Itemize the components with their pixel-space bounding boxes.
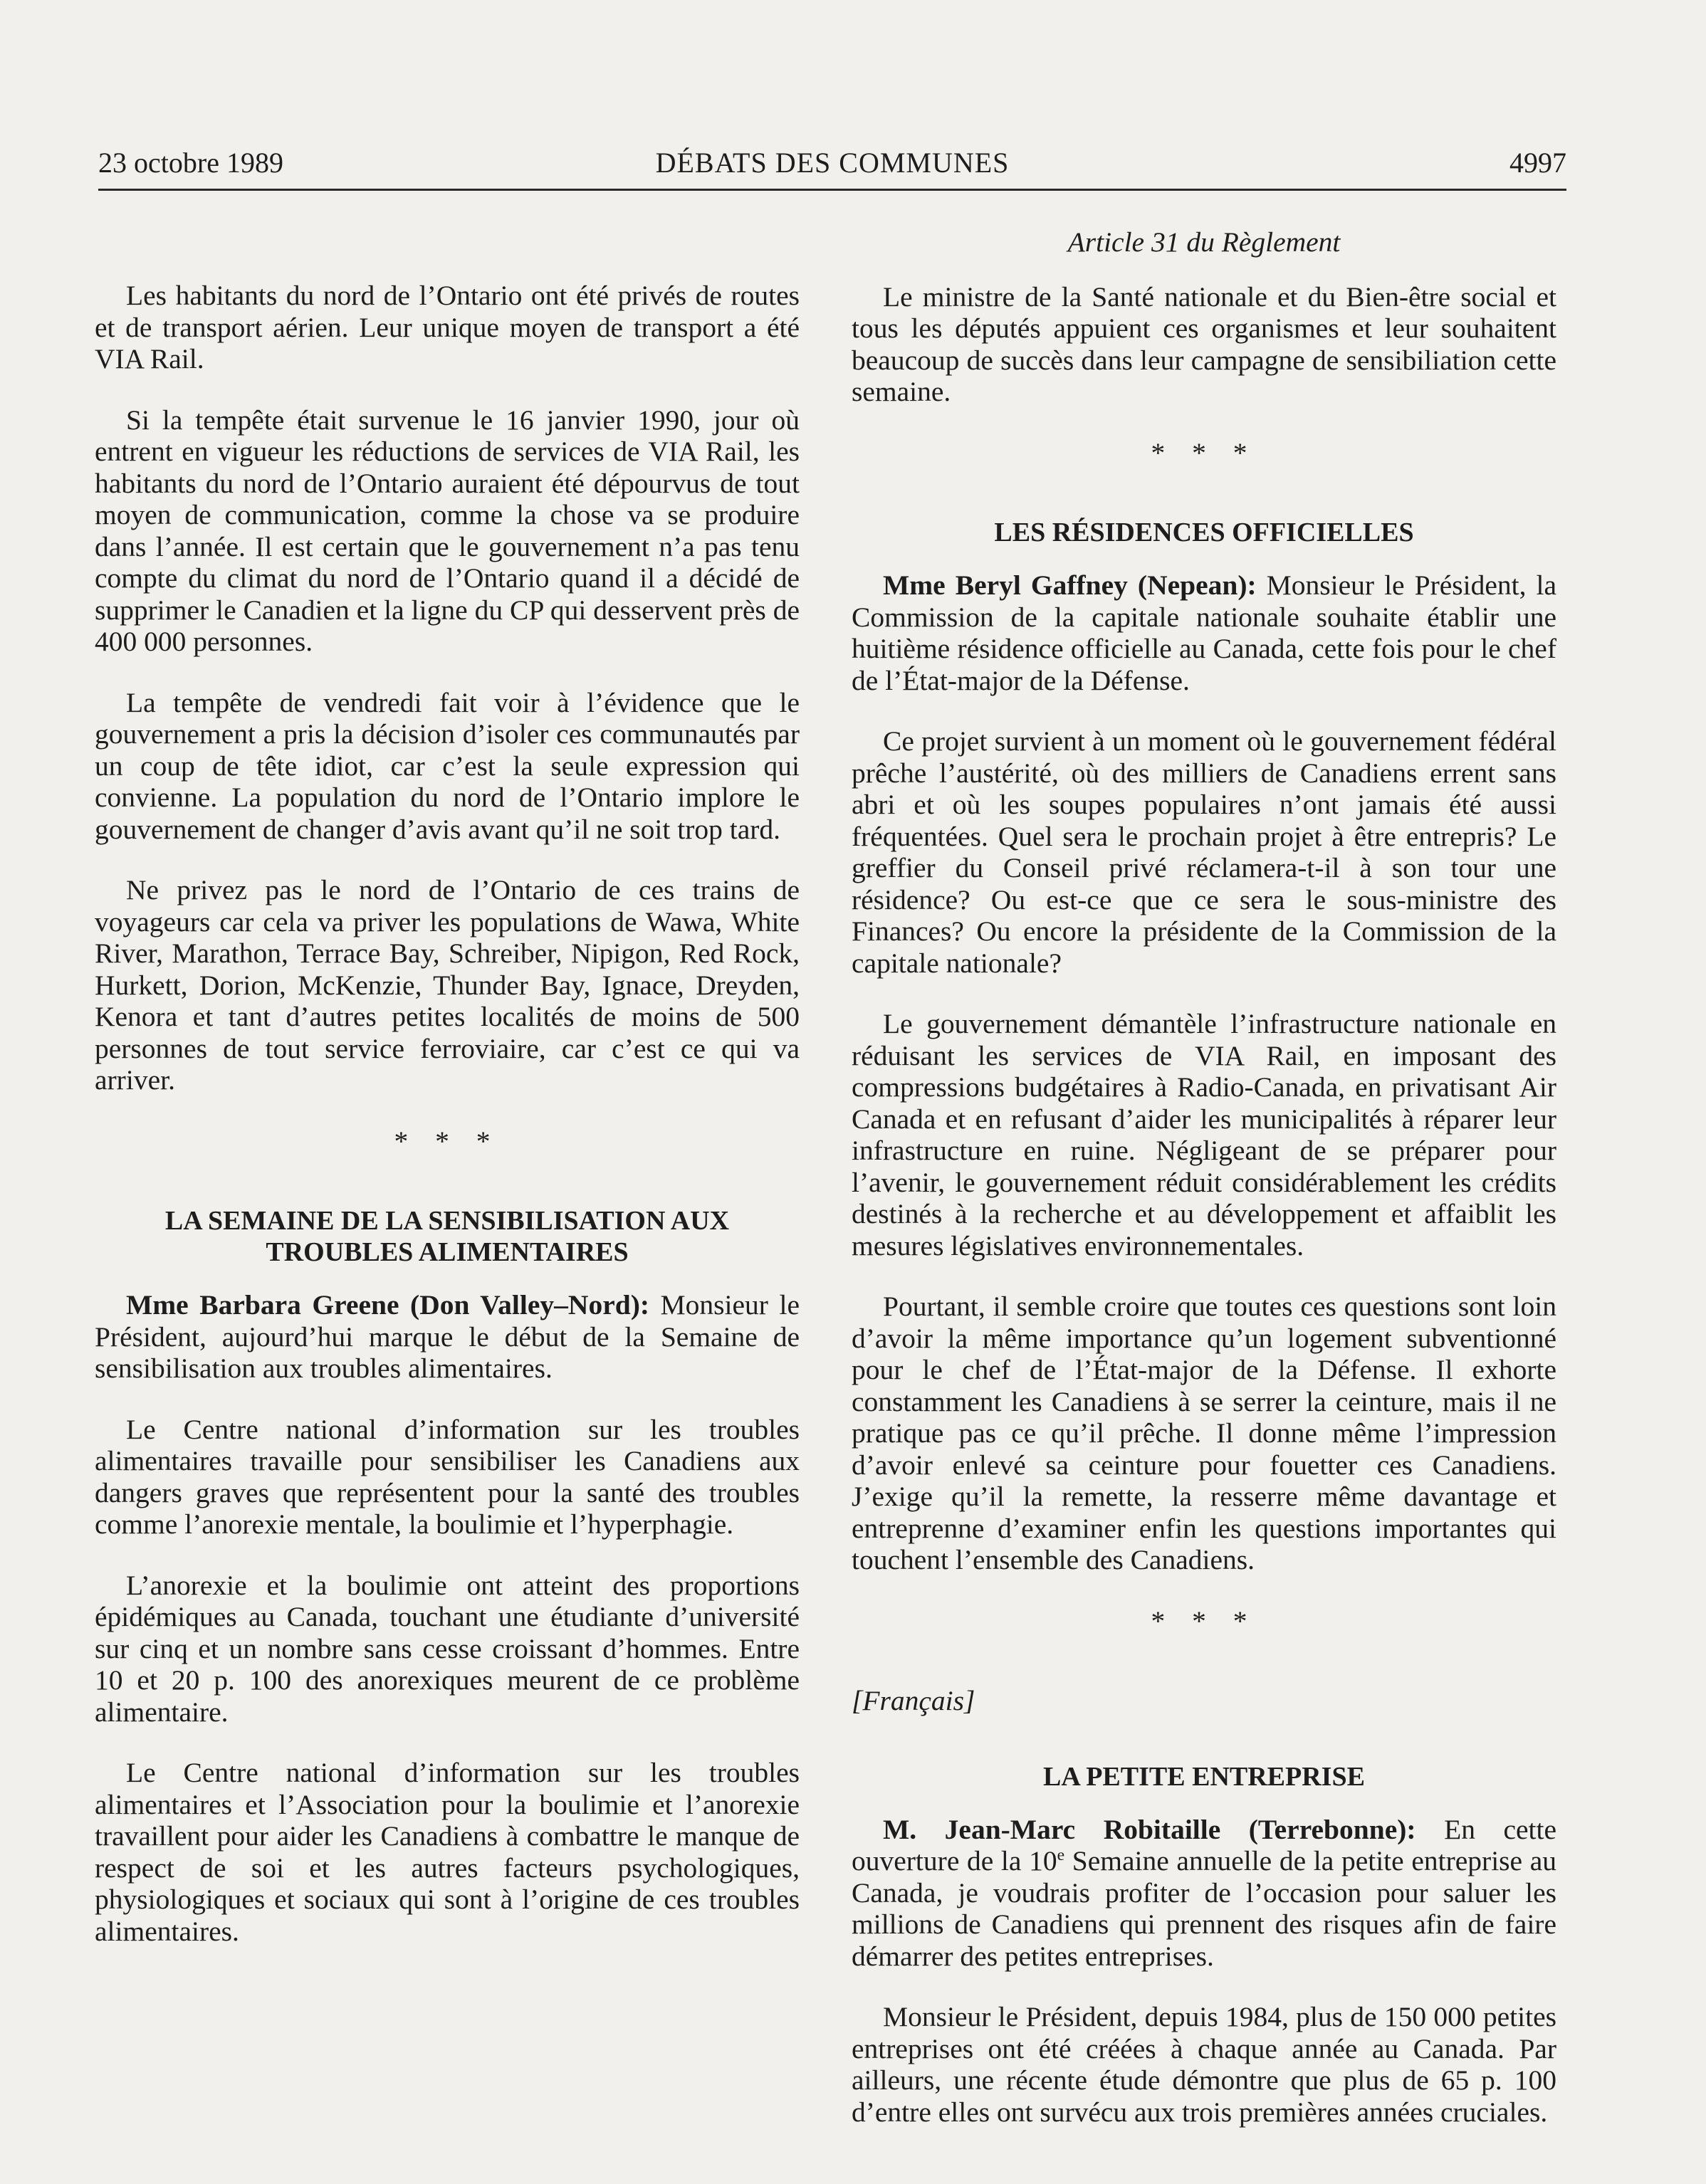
speaker-paragraph (852, 1814, 1556, 1973)
section-heading: LA PETITE ENTREPRISE (1043, 1761, 1365, 1792)
paragraph: Si la tempête était survenue le 16 janvier 1990, jour où entrent en vigueur les réductions de services de VIA Rail, les habitants du nord de l’Ontario auraient été dépourvus de tout moyen de communication, comme la chose va se produire dans l’année. Il est certain que le gouvernement n’a pas tenu compte du climat du nord de l’Ontario quand il a décidé de supprimer le Canadien et la ligne du CP qui desservent près de 400 000 personnes. (95, 404, 800, 657)
right-column (852, 226, 1556, 2157)
paragraph: Le Centre national d’information sur les troubles alimentaires et l’Association pour la boulimie et l’anorexie travaillent pour aider les Canadiens à combattre le manque de respect de soi et les autres facteurs psychologiques, physiologiques et sociaux qui sont à l’origine de ces troubles alimentaires. (95, 1757, 800, 1947)
speaker-name: Mme Beryl Gaffney (Nepean): (883, 569, 1257, 601)
section-heading: LA SEMAINE DE LA SENSIBILISATION AUX TROUBLES ALIMENTAIRES (164, 1206, 730, 1267)
left-column (95, 280, 800, 1976)
paragraph: L’anorexie et la boulimie ont atteint des proportions épidémiques au Canada, touchant une étudiante d’université sur cinq et un nombre sans cesse croissant d’hommes. Entre 10 et 20 p. 100 des anorexiques meurent de ce problème alimentaire. (95, 1569, 800, 1728)
speaker-text: En cette ouverture de la 10 (852, 1813, 1556, 1876)
paragraph: Ce projet survient à un moment où le gouvernement fédéral prêche l’austérité, où des milliers de Canadiens errent sans abri et où les soupes populaires n’ont jamais été aussi fréquentées. Quel sera le prochain projet à être entrepris? Le greffier du Conseil privé réclamera-t-il à son tour une résidence? Ou est-ce que ce sera le sous-ministre des Finances? Ou encore la présidente de la Commission de la capitale nationale? (852, 725, 1556, 979)
paragraph: Le Centre national d’information sur les troubles alimentaires travaille pour sensibiliser les Canadiens aux dangers graves que représentent pour la santé des troubles comme l’anorexie mentale, la boulimie et l’hyperphagie. (95, 1413, 800, 1540)
paragraph: Le gouvernement démantèle l’infrastructure nationale en réduisant les services de VIA Rail, en imposant des compressions budgétaires à Radio-Canada, en privatisant Air Canada et en refusant d’aider les municipalités à réparer leur infrastructure en ruine. Négligeant de se préparer pour l’avenir, le gouvernement réduit considérablement les crédits destinés à la recherche et au développement et affaiblit les mesures législatives environnementales. (852, 1008, 1556, 1261)
speaker-text: Monsieur le Président, la Commission de la capitale nationale souhaite établir une huitième résidence officielle au Canada, cette fois pour le chef de l’État-major de la Défense. (852, 569, 1556, 696)
paragraph: Les habitants du nord de l’Ontario ont été privés de routes et de transport aérien. Leur unique moyen de transport a été VIA Rail. (95, 280, 800, 374)
speaker-text-cont: Semaine annuelle de la petite entreprise au Canada, je voudrais profiter de l’occasion pour saluer les millions de Canadiens qui prennent des risques afin de faire démarrer des petites entreprises. (852, 1845, 1556, 1972)
section-separator: * * * (394, 1125, 501, 1157)
speaker-paragraph (95, 1289, 800, 1385)
running-head: Article 31 du Règlement (1067, 226, 1341, 258)
speaker-paragraph (852, 569, 1556, 696)
speaker-name: M. Jean-Marc Robitaille (Terrebonne): (883, 1813, 1416, 1845)
section-separator: * * * (1151, 1605, 1257, 1637)
header-title: DÉBATS DES COMMUNES (655, 147, 1010, 179)
section-heading: LES RÉSIDENCES OFFICIELLES (994, 518, 1414, 547)
section-separator: * * * (1151, 436, 1257, 468)
language-tag: [Français] (852, 1685, 975, 1716)
page-header (98, 146, 1566, 191)
speaker-name: Mme Barbara Greene (Don Valley–Nord): (126, 1289, 649, 1321)
paragraph: La tempête de vendredi fait voir à l’évidence que le gouvernement a pris la décision d’isoler ces communautés par un coup de tête idiot, car c’est la seule expression qui convienne. La population du nord de l’Ontario implore le gouvernement de changer d’avis avant qu’il ne soit trop tard. (95, 686, 800, 845)
header-date: 23 octobre 1989 (98, 147, 283, 179)
superscript-e: e (1057, 1845, 1065, 1864)
paragraph: Le ministre de la Santé nationale et du Bien-être social et tous les députés appuient ces organismes et leur souhaitent beaucoup de succès dans leur campagne de sensibiliation cette semaine. (852, 280, 1556, 407)
page-number: 4997 (1509, 147, 1566, 179)
speaker-text: Monsieur le Président, aujourd’hui marque le début de la Semaine de sensibilisation aux troubles alimentaires. (95, 1289, 800, 1384)
paragraph: Pourtant, il semble croire que toutes ces questions sont loin d’avoir la même importance qu’un logement subventionné pour le chef de l’État-major de la Défense. Il exhorte constamment les Canadiens à se serrer la ceinture, mais il ne pratique pas ce qu’il prêche. Il donne même l’impression d’avoir enlevé sa ceinture pour fouetter ces Canadiens. J’exige qu’il la remette, la resserre même davantage et entreprenne d’examiner enfin les questions importantes qui touchent l’ensemble des Canadiens. (852, 1291, 1556, 1575)
paragraph: Monsieur le Président, depuis 1984, plus de 150 000 petites entreprises ont été créées à chaque année au Canada. Par ailleurs, une récente étude démontre que plus de 65 p. 100 d’entre elles ont survécu aux trois premières années cruciales. (852, 2001, 1556, 2128)
paragraph: Ne privez pas le nord de l’Ontario de ces trains de voyageurs car cela va priver les populations de Wawa, White River, Marathon, Terrace Bay, Schreiber, Nipigon, Red Rock, Hurkett, Dorion, McKenzie, Thunder Bay, Ignace, Dreyden, Kenora et tant d’autres petites localités de moins de 500 personnes de tout service ferroviaire, car c’est ce qui va arriver. (95, 874, 800, 1096)
